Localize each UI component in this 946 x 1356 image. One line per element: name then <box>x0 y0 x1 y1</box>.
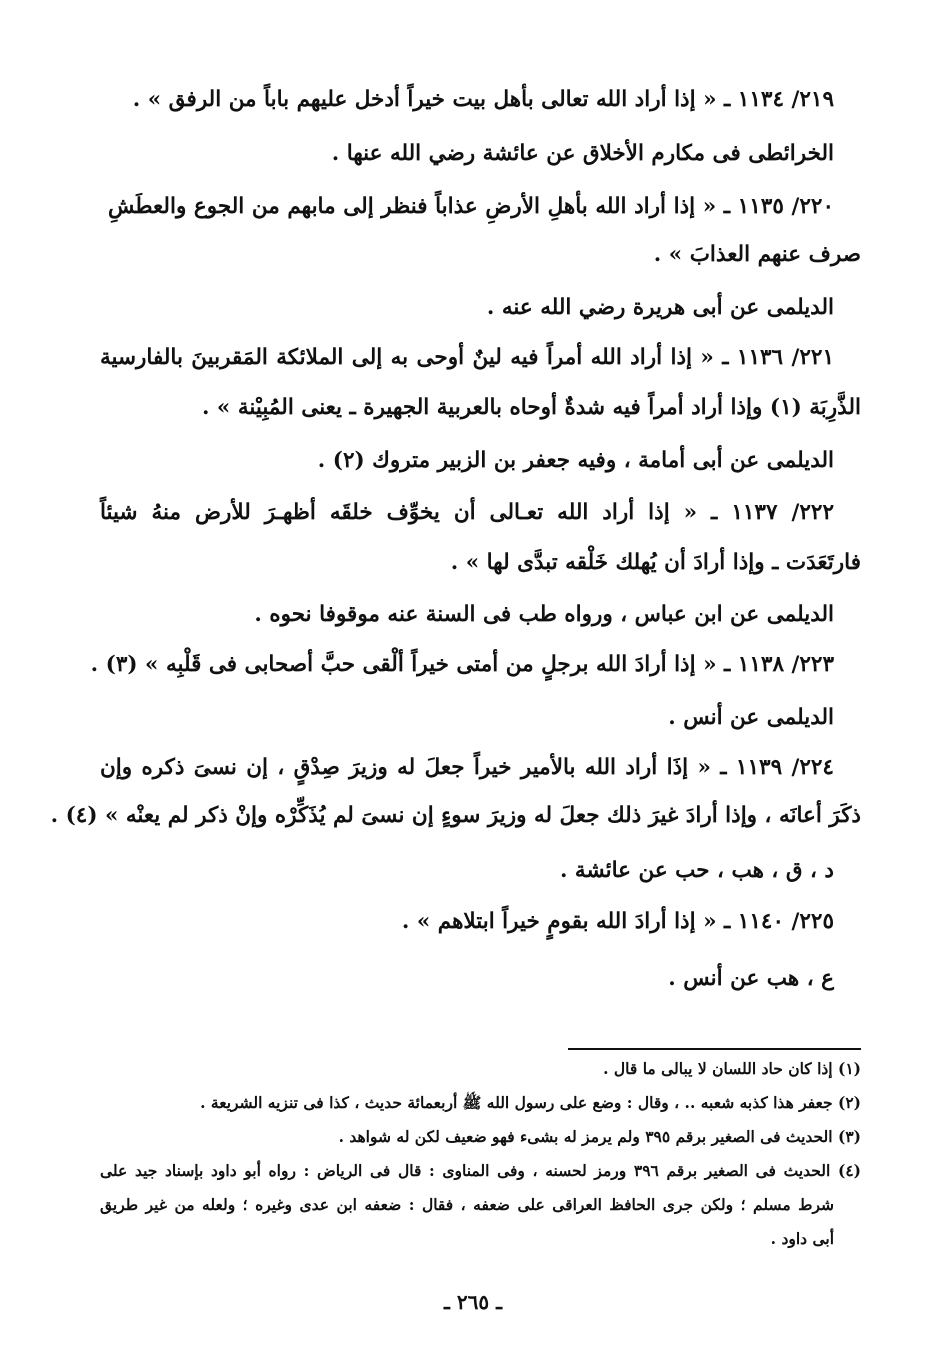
page-number: ـ ٢٦٥ ـ <box>444 1290 502 1314</box>
hadith-221-line-2: الذَّرِبَة (١) وإذا أراد أمراً فيه شدةٌ أوحاه بالعربية الجهيرة ـ يعنى المُبِيْنة » . <box>201 395 861 420</box>
hadith-224-line-1: ٢٢٤/ ١١٣٩ ـ « إذَا أراد الله بالأمير خيراً جعلَ له وزيرَ صِدْقٍ ، إن نسىَ ذكره وإن <box>100 755 834 780</box>
hadith-225-line-1: ٢٢٥/ ١١٤٠ ـ « إذا أرادَ الله بقومٍ خيراً ابتلاهم » . <box>401 909 834 934</box>
hadith-223-source: الديلمى عن أنس . <box>668 705 834 730</box>
footnote-3: (٣) الحديث فى الصغير برقم ٣٩٥ ولم يرمز له بشىء فهو ضعيف لكن له شواهد . <box>338 1127 861 1146</box>
footnote-4-line-3: أبى داود . <box>770 1229 834 1248</box>
hadith-222-line-2: فارتَعَدَت ـ وإذا أرادَ أن يُهلك خَلْقه تبدَّى لها » . <box>450 550 861 575</box>
footnote-4-line-1: (٤) الحديث فى الصغير برقم ٣٩٦ ورمز لحسنه ، وفى المناوى : قال فى الرياض : رواه أبو داود بإسناد جيد على <box>100 1161 861 1180</box>
footnote-2: (٢) جعفر هذا كذبه شعبه .. ، وقال : وضع على رسول الله ﷺ أربعمائة حديث ، كذا فى تنزيه الشريعة . <box>200 1093 861 1112</box>
hadith-220-source: الديلمى عن أبى هريرة رضي الله عنه . <box>486 295 834 320</box>
hadith-225-source: ع ، هب عن أنس . <box>668 966 834 991</box>
hadith-219-line-1: ٢١٩/ ١١٣٤ ـ « إذا أراد الله تعالى بأهل بيت خيراً أدخل عليهم باباً من الرفق » . <box>132 87 834 112</box>
hadith-222-source: الديلمى عن ابن عباس ، ورواه طب فى السنة عنه موقوفا نحوه . <box>254 602 834 627</box>
footnote-divider <box>568 1048 861 1050</box>
hadith-224-line-2: ذكَرَ أعانَه ، وإذا أرادَ غيرَ ذلك جعلَ له وزيرَ سوءٍ إن نسىَ لم يُذَكِّرْه وإنْ ذكر لم يعنْه » (٤) . <box>50 803 861 828</box>
hadith-222-line-1: ٢٢٢/ ١١٣٧ ـ « إذا أراد الله تعـالى أن يخوِّف خلقَه أظهـرَ للأرض منهُ شيئاً <box>100 500 834 525</box>
footnote-1: (١) إذا كان حاد اللسان لا يبالى ما قال . <box>603 1059 861 1078</box>
hadith-221-line-1: ٢٢١/ ١١٣٦ ـ « إذا أراد الله أمراً فيه لينٌ أوحى به إلى الملائكة المَقربينَ بالفارسية <box>100 345 834 370</box>
hadith-223-line-1: ٢٢٣/ ١١٣٨ ـ « إذا أرادَ الله برجلٍ من أمتى خيراً ألْقى حبَّ أصحابى فى قَلْبِه » (٣) . <box>90 652 834 677</box>
footnote-4-line-2: شرط مسلم ؛ ولكن جرى الحافظ العراقى على ضعفه ، فقال : ضعفه ابن عدى وغيره ؛ ولعله من غير طريق <box>100 1195 834 1214</box>
hadith-221-source: الديلمى عن أبى أمامة ، وفيه جعفر بن الزبير متروك (٢) . <box>317 448 834 473</box>
hadith-224-source: د ، ق ، هب ، حب عن عائشة . <box>559 858 834 883</box>
hadith-220-line-1: ٢٢٠/ ١١٣٥ ـ « إذا أراد الله بأهلِ الأرضِ عذاباً فنظر إلى مابهم من الجوع والعطَشِ <box>108 194 834 219</box>
hadith-220-line-2: صرف عنهم العذابَ » . <box>653 242 861 267</box>
hadith-219-source: الخرائطى فى مكارم الأخلاق عن عائشة رضي الله عنها . <box>331 141 834 166</box>
